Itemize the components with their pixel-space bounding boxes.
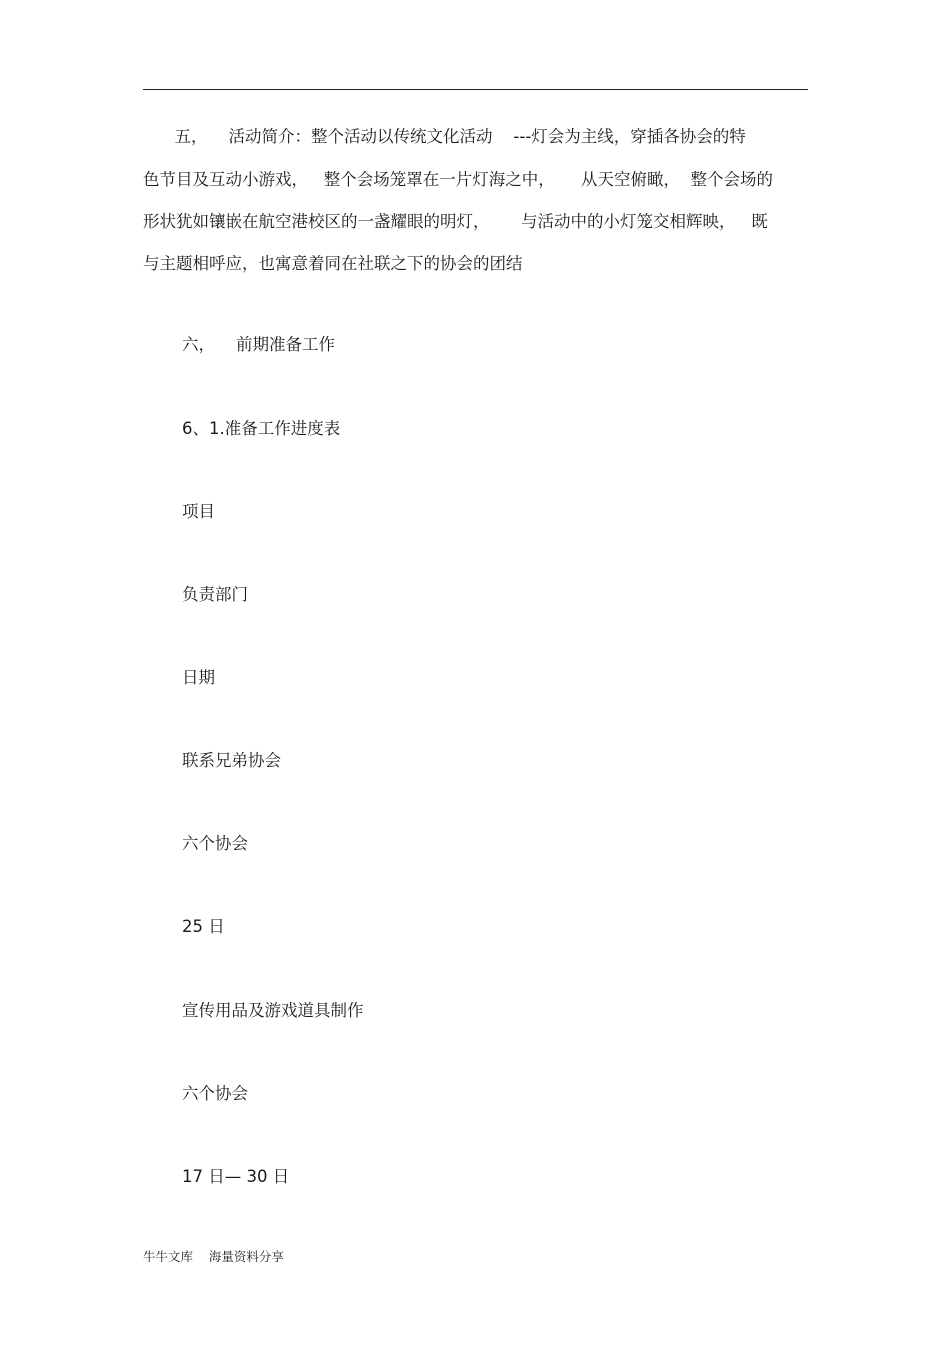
table-cell: 日期 <box>182 668 215 687</box>
table-cell: 25 日 <box>182 917 225 936</box>
table-cell: 联系兄弟协会 <box>182 751 281 770</box>
table-cell: 宣传用品及游戏道具制作 <box>182 1001 364 1020</box>
footer-text: 牛牛文库 海量资料分享 <box>143 1249 284 1264</box>
header-rule <box>143 89 808 90</box>
table-cell: 17 日— 30 日 <box>182 1167 290 1186</box>
section5-line-4: 与主题相呼应，也寓意着同在社联之下的协会的团结 <box>143 254 523 273</box>
section5-line-3: 形状犹如镶嵌在航空港校区的一盏耀眼的明灯， 与活动中的小灯笼交相辉映， 既 <box>143 212 768 231</box>
section5-line-2: 色节目及互动小游戏， 整个会场笼罩在一片灯海之中， 从天空俯瞰， 整个会场的 <box>143 170 773 189</box>
table-cell: 项目 <box>182 502 215 521</box>
section6-subheading: 6、1.准备工作进度表 <box>182 419 341 438</box>
table-cell: 六个协会 <box>182 1084 248 1103</box>
section5-line-1: 五， 活动简介：整个活动以传统文化活动 ---灯会为主线，穿插各协会的特 <box>143 127 746 146</box>
table-cell: 六个协会 <box>182 834 248 853</box>
section6-heading: 六， 前期准备工作 <box>182 335 335 354</box>
table-cell: 负责部门 <box>182 585 248 604</box>
